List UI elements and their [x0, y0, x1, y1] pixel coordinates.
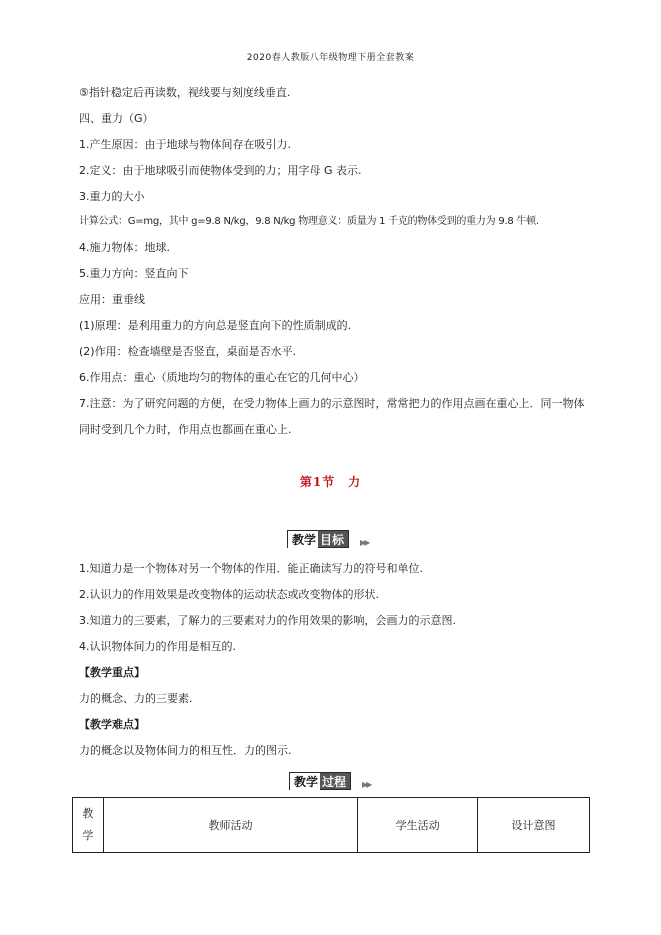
text-line: 四、重力（G） [79, 112, 154, 125]
double-arrow-icon: ▶▶ [362, 780, 371, 789]
header-cell-teaching: 教学 [73, 798, 104, 853]
teaching-process-badge [289, 772, 351, 790]
difficulty-text: 力的概念以及物体间力的相互性．力的图示. [79, 744, 292, 757]
text-line: 1.产生原因：由于地球与物体间存在吸引力. [79, 138, 291, 151]
badge-part1: 教学 [290, 773, 320, 790]
text-line: 6.作用点：重心（质地均匀的物体的重心在它的几何中心） [79, 371, 365, 384]
goal-item: 4.认识物体间力的作用是相互的. [79, 640, 236, 653]
header-cell-design-intent: 设计意图 [478, 798, 590, 853]
goal-item: 3.知道力的三要素，了解力的三要素对力的作用效果的影响，会画力的示意图. [79, 614, 456, 627]
table-row [73, 798, 590, 853]
text-line: 计算公式：G=mg，其中 g=9.8 N/kg，9.8 N/kg 物理意义：质量为 1 千克的物体受到的重力为 9.8 牛顿. [79, 216, 539, 227]
process-table [72, 797, 590, 853]
key-point-text: 力的概念、力的三要素. [79, 692, 193, 705]
text-line: 4.施力物体：地球. [79, 241, 170, 254]
text-line: (1)原理：是利用重力的方向总是竖直向下的性质制成的. [79, 319, 352, 332]
text-line: 2.定义：由于地球吸引而使物体受到的力；用字母 G 表示. [79, 164, 362, 177]
text-line: (2)作用：检查墙壁是否竖直，桌面是否水平. [79, 345, 297, 358]
header-cell-teacher-activity: 教师活动 [103, 798, 357, 853]
key-point-label: 【教学重点】 [79, 666, 145, 679]
difficulty-label: 【教学难点】 [79, 718, 145, 731]
text-line: 3.重力的大小 [79, 190, 145, 203]
text-line: 5.重力方向：竖直向下 [79, 267, 189, 280]
teaching-goals-badge [287, 530, 349, 548]
header-cell-student-activity: 学生活动 [358, 798, 478, 853]
badge-part2: 目标 [318, 531, 348, 547]
text-paragraph: 7.注意：为了研究问题的方便，在受力物体上画力的示意图时，常常把力的作用点画在重心上．同一物体同时受到几个力时，作用点也都画在重心上. [79, 397, 585, 436]
badge-part1: 教学 [288, 531, 318, 548]
text-line: ⑤指针稳定后再读数，视线要与刻度线垂直. [79, 86, 291, 99]
page-header: 2020春人教版八年级物理下册全套教案 [246, 53, 415, 63]
double-arrow-icon: ▶▶ [360, 538, 369, 547]
goal-item: 2.认识力的作用效果是改变物体的运动状态或改变物体的形状. [79, 588, 379, 601]
text-line: 应用：重垂线 [79, 293, 145, 306]
section-title: 第1节 力 [299, 475, 362, 489]
goal-item: 1.知道力是一个物体对另一个物体的作用．能正确读写力的符号和单位. [79, 562, 423, 575]
badge-part2: 过程 [320, 773, 350, 789]
